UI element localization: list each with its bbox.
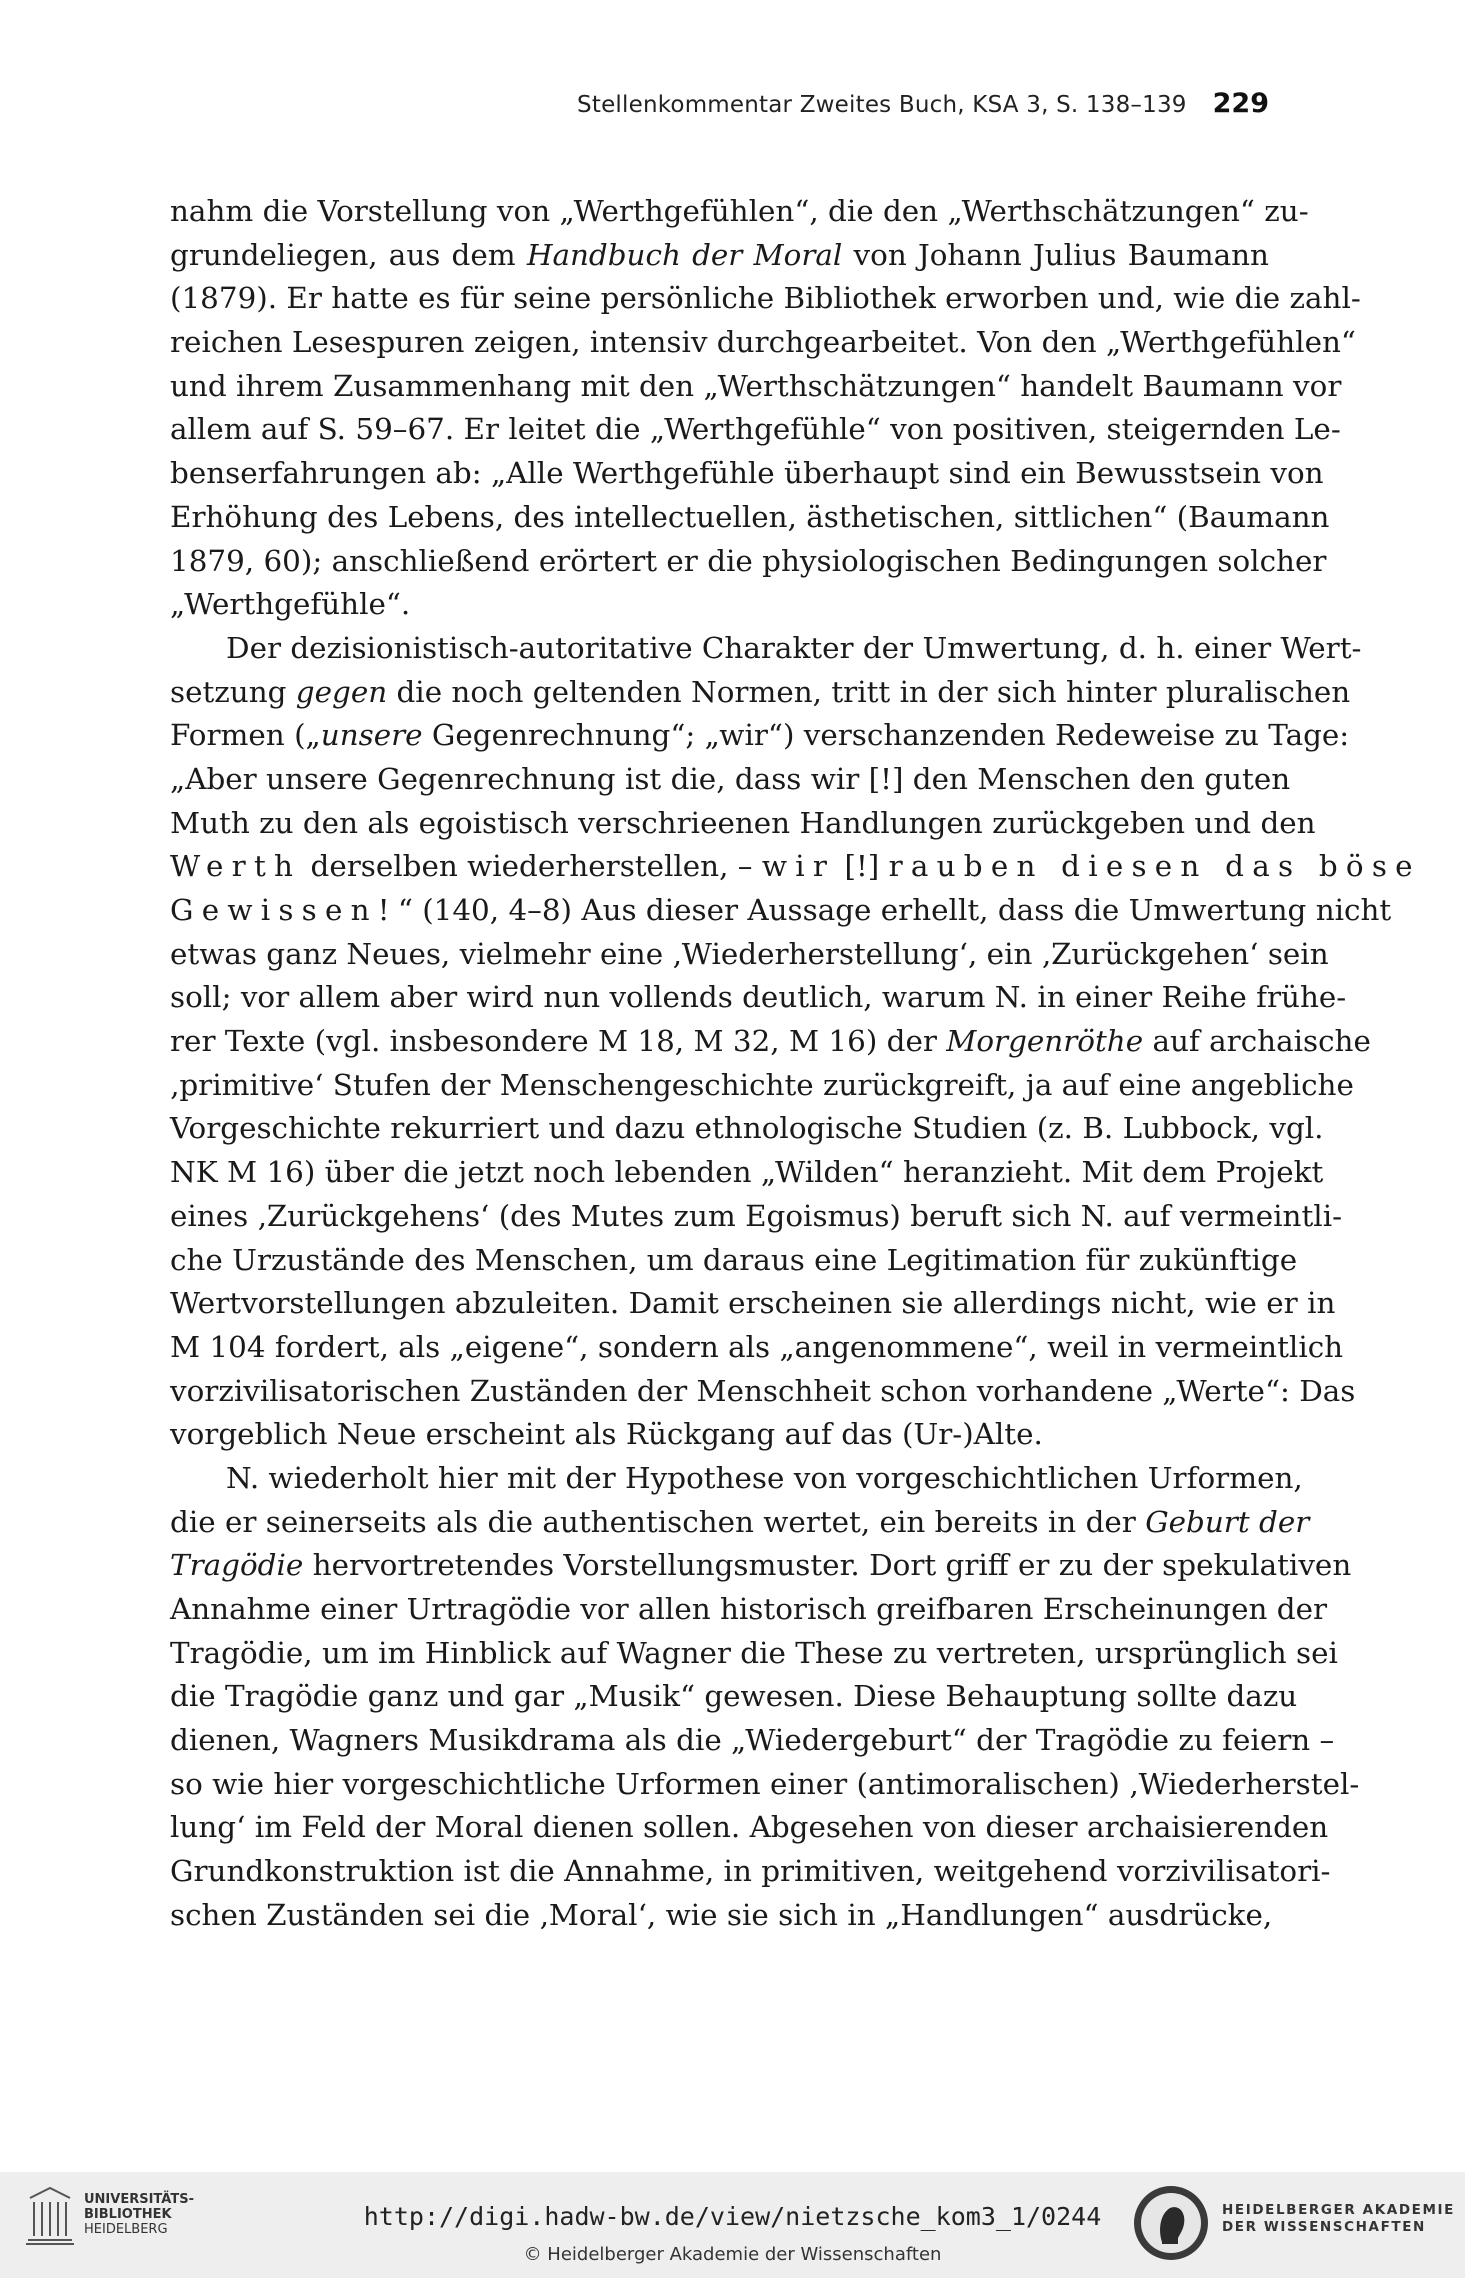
text-span: schen Zuständen sei die ‚Moral‘, wie sie sich in „Handlungen“ ausdrücke, bbox=[170, 1897, 1273, 1932]
academy-seal-icon bbox=[1132, 2184, 1210, 2262]
text-span: vorgeblich Neue erscheint als Rückgang auf das (Ur-)Alte. bbox=[170, 1417, 1043, 1452]
text-line bbox=[170, 1413, 1269, 1457]
text-span: benserfahrungen ab: „Alle Werthgefühle überhaupt sind ein Bewusstsein von bbox=[170, 456, 1324, 491]
italic-text: Tragödie bbox=[170, 1548, 304, 1583]
text-line bbox=[170, 1020, 1371, 1064]
text-line bbox=[170, 583, 1269, 627]
commentary-text bbox=[170, 190, 1421, 1938]
text-span: die Tragödie ganz und gar „Musik“ gewesen. Diese Behauptung sollte dazu bbox=[170, 1679, 1298, 1714]
university-library-name: UNIVERSITÄTS- BIBLIOTHEK HEIDELBERG bbox=[84, 2192, 194, 2237]
text-line bbox=[170, 1239, 1298, 1283]
text-span: nahm die Vorstellung von „Werthgefühlen“, die den „Werthschätzungen“ zu- bbox=[170, 194, 1309, 228]
text-line bbox=[170, 1588, 1328, 1632]
text-span: die noch geltenden Normen, tritt in der sich hinter pluralischen bbox=[387, 674, 1351, 709]
text-line bbox=[170, 321, 1356, 365]
text-span: Muth zu den als egoistisch verschrieenen Handlungen zurückgeben und den bbox=[170, 805, 1316, 840]
text-span: Erhöhung des Lebens, des intellectuellen, ästhetischen, sittlichen“ (Baumann bbox=[170, 499, 1330, 534]
text-line bbox=[170, 1457, 1303, 1501]
spaced-emphasis-text: wir bbox=[761, 849, 836, 884]
text-line bbox=[170, 1719, 1335, 1763]
text-span: allem auf S. 59–67. Er leitet die „Werthgefühle“ von positiven, steigernden Le- bbox=[170, 412, 1341, 447]
text-span: (1879). Er hatte es für seine persönliche Bibliothek erworben und, wie die zahl- bbox=[170, 281, 1361, 316]
text-span: „Aber unsere Gegenrechnung ist die, dass wir [!] den Menschen den guten bbox=[170, 761, 1291, 796]
text-span: derselben wiederherstellen, – bbox=[301, 849, 762, 884]
italic-text: Handbuch der Moral bbox=[526, 237, 843, 272]
text-line bbox=[170, 408, 1341, 452]
text-line bbox=[170, 365, 1342, 409]
text-line bbox=[170, 1894, 1273, 1938]
text-span: N. wiederholt hier mit der Hypothese von vorgeschichtlichen Urformen, bbox=[226, 1460, 1303, 1495]
text-span: auf archaische bbox=[1143, 1024, 1371, 1059]
text-span: Vorgeschichte rekurriert und dazu ethnologische Studien (z. B. Lubbock, vgl. bbox=[170, 1111, 1324, 1146]
permalink-url[interactable]: http://digi.hadw-bw.de/view/nietzsche_kom3_1/0244 bbox=[363, 2202, 1102, 2231]
text-span: eines ‚Zurückgehens‘ (des Mutes zum Egoismus) beruft sich N. auf vermeintli- bbox=[170, 1198, 1343, 1233]
text-span: Tragödie, um im Hinblick auf Wagner die These zu vertreten, ursprünglich sei bbox=[170, 1635, 1338, 1670]
text-span: so wie hier vorgeschichtliche Urformen einer (antimoralischen) ‚Wiederherstel- bbox=[170, 1766, 1360, 1801]
running-head: Stellenkommentar Zweites Buch, KSA 3, S. 138–139 bbox=[577, 92, 1187, 118]
text-line bbox=[170, 1195, 1343, 1239]
text-line bbox=[170, 1501, 1310, 1545]
spaced-emphasis-text: Werth bbox=[170, 849, 302, 884]
text-line bbox=[170, 1370, 1356, 1414]
text-line bbox=[170, 1151, 1324, 1195]
text-line bbox=[170, 671, 1351, 715]
page-number: 229 bbox=[1212, 88, 1269, 119]
text-span: 1879, 60); anschließend erörtert er die physiologischen Bedingungen solcher bbox=[170, 543, 1327, 578]
text-line bbox=[170, 234, 1269, 278]
text-span: “ (140, 4–8) Aus dieser Aussage erhellt, dass die Umwertung nicht bbox=[397, 893, 1392, 927]
text-span: „Werthgefühle“. bbox=[170, 587, 411, 622]
academy-name[interactable]: HEIDELBERGER AKADEMIE DER WISSENSCHAFTEN bbox=[1222, 2202, 1455, 2235]
text-span: Annahme einer Urtragödie vor allen historisch greifbaren Erscheinungen der bbox=[170, 1592, 1328, 1626]
text-line bbox=[170, 627, 1362, 671]
spaced-emphasis-text: rauben diesen das böse bbox=[888, 849, 1421, 884]
text-line bbox=[170, 496, 1330, 540]
text-span: Wertvorstellungen abzuleiten. Damit erscheinen sie allerdings nicht, wie er in bbox=[170, 1286, 1336, 1321]
text-span: rer Texte (vgl. insbesondere M 18, M 32, M 16) der bbox=[170, 1024, 947, 1059]
text-span: Gegenrechnung“; „wir“) verschanzenden Redeweise zu Tage: bbox=[422, 718, 1350, 753]
italic-text: Morgenröthe bbox=[946, 1024, 1144, 1059]
text-line bbox=[170, 845, 1421, 889]
text-line bbox=[170, 1675, 1298, 1719]
italic-text: Geburt der bbox=[1145, 1504, 1310, 1539]
text-span: soll; vor allem aber wird nun vollends deutlich, warum N. in einer Reihe frühe- bbox=[170, 980, 1347, 1015]
text-line bbox=[170, 933, 1329, 977]
text-span: [!] bbox=[835, 849, 889, 884]
text-line bbox=[170, 1632, 1338, 1676]
text-span: Formen („ bbox=[170, 718, 321, 753]
text-line bbox=[170, 1763, 1360, 1807]
text-line bbox=[170, 452, 1324, 496]
digitization-footer bbox=[0, 2172, 1465, 2278]
text-span: reichen Lesespuren zeigen, intensiv durchgearbeitet. Von den „Werthgefühlen“ bbox=[170, 325, 1356, 360]
text-line bbox=[170, 1282, 1336, 1326]
spaced-emphasis-text: Gewissen! bbox=[170, 893, 398, 927]
text-span: die er seinerseits als die authentischen wertet, ein bereits in der bbox=[170, 1504, 1146, 1539]
text-line bbox=[170, 277, 1361, 321]
text-line bbox=[170, 889, 1392, 933]
text-line bbox=[170, 714, 1350, 758]
text-line bbox=[170, 976, 1347, 1020]
text-line bbox=[170, 1064, 1354, 1108]
text-span: Grundkonstruktion ist die Annahme, in primitiven, weitgehend vorzivilisatori- bbox=[170, 1854, 1331, 1889]
text-span: und ihrem Zusammenhang mit den „Werthschätzungen“ handelt Baumann vor bbox=[170, 368, 1342, 403]
text-span: lung‘ im Feld der Moral dienen sollen. Abgesehen von dieser archaisierenden bbox=[170, 1810, 1329, 1845]
copyright-notice: © Heidelberger Akademie der Wissenschaften bbox=[523, 2244, 942, 2265]
text-line bbox=[170, 1850, 1331, 1894]
text-line bbox=[170, 1806, 1329, 1850]
text-span: etwas ganz Neues, vielmehr eine ‚Wiederherstellung‘, ein ‚Zurückgehen‘ sein bbox=[170, 936, 1329, 971]
text-span: che Urzustände des Menschen, um daraus eine Legitimation für zukünftige bbox=[170, 1242, 1298, 1277]
text-line bbox=[170, 758, 1291, 802]
text-span: dienen, Wagners Musikdrama als die „Wiedergeburt“ der Tragödie zu feiern – bbox=[170, 1723, 1335, 1758]
text-span: setzung bbox=[170, 674, 296, 709]
text-line bbox=[170, 1326, 1344, 1370]
text-span: M 104 fordert, als „eigene“, sondern als „angenommene“, weil in vermeintlich bbox=[170, 1329, 1344, 1364]
text-span: ‚primitive‘ Stufen der Menschengeschichte zurückgreift, ja auf eine angebliche bbox=[170, 1067, 1354, 1102]
text-span: Der dezisionistisch-autoritative Charakter der Umwertung, d. h. einer Wert- bbox=[226, 630, 1362, 665]
text-line bbox=[170, 1544, 1352, 1588]
italic-text: gegen bbox=[295, 674, 388, 709]
text-span: NK M 16) über die jetzt noch lebenden „Wilden“ heranzieht. Mit dem Projekt bbox=[170, 1155, 1324, 1190]
text-line bbox=[170, 802, 1316, 846]
text-span: von Johann Julius Baumann bbox=[842, 237, 1269, 272]
text-line bbox=[170, 540, 1327, 584]
text-span: vorzivilisatorischen Zuständen der Menschheit schon vorhandene „Werte“: Das bbox=[170, 1373, 1356, 1408]
text-line bbox=[170, 1107, 1324, 1151]
text-span: grundeliegen, aus dem bbox=[170, 237, 527, 272]
page-header bbox=[170, 88, 1269, 119]
italic-text: unsere bbox=[320, 718, 423, 753]
text-span: hervortretendes Vorstellungsmuster. Dort griff er zu der spekulativen bbox=[303, 1548, 1352, 1583]
text-line bbox=[170, 190, 1309, 234]
